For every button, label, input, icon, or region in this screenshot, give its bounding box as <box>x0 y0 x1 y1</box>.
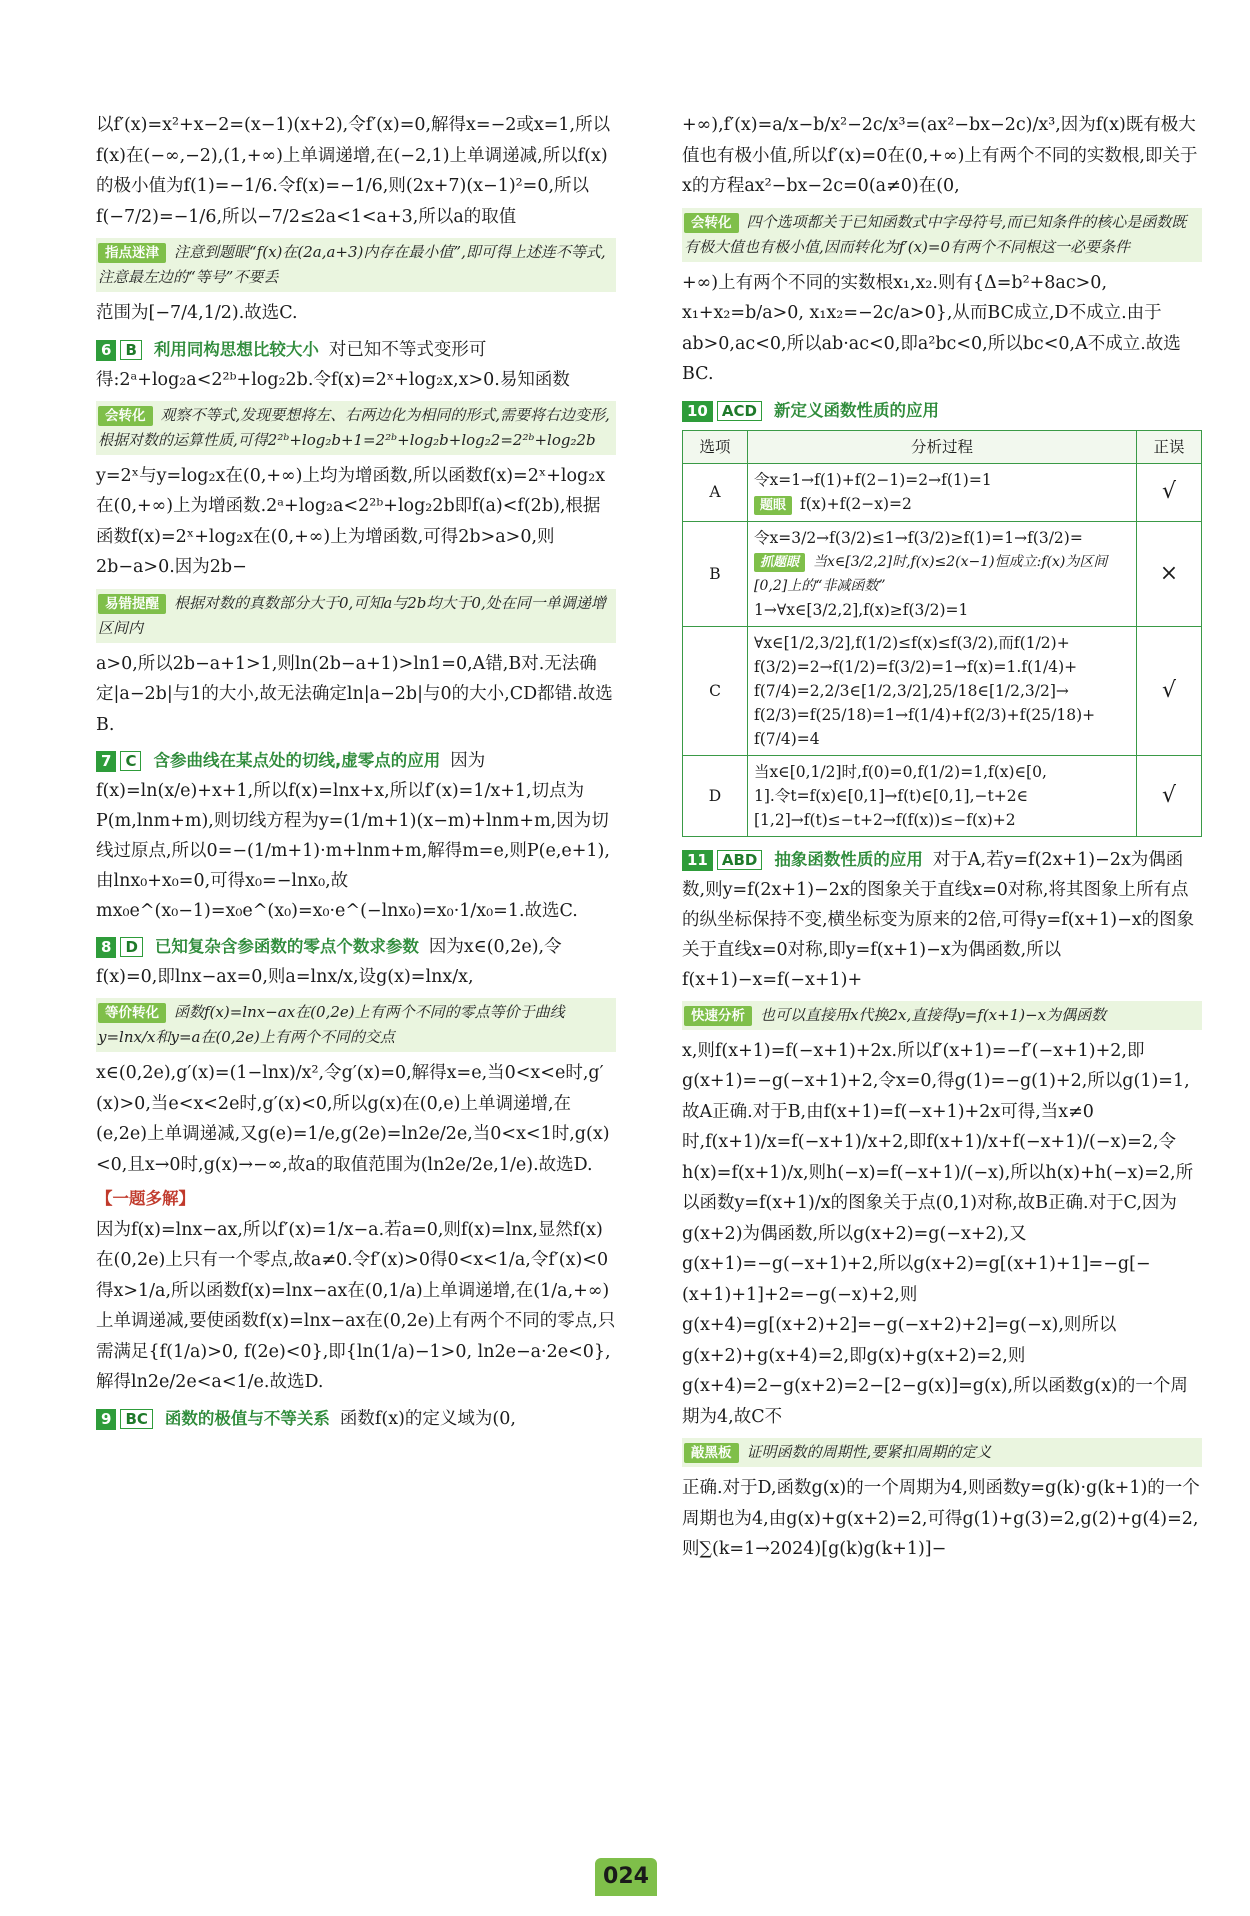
row-mark: √ <box>1137 463 1202 521</box>
question-number: 9 <box>96 1409 116 1430</box>
process-tag-line <box>754 492 1130 517</box>
table-row <box>683 755 1202 836</box>
answer-badge: BC <box>120 1409 152 1429</box>
note-tag: 会转化 <box>98 406 153 426</box>
page-number: 024 <box>595 1858 657 1896</box>
note-box <box>682 208 1202 262</box>
paragraph: 以f′(x)=x²+x−2=(x−1)(x+2),令f′(x)=0,解得x=−2或x=1,所以f(x)在(−∞,−2),(1,+∞)上单调递增,在(−2,1)上单调递减,所以f(x)的极小值为f(1)=−1/6.令f(x)=−1/6,则(2x+7)(x−1)²=0,所以f(−7/2)=−1/6,所以−7/2≤2a<1<a+3,所以a的取值 <box>96 115 611 227</box>
note-text: 也可以直接用x代换2x,直接得y=f(x+1)−x为偶函数 <box>760 1005 1107 1024</box>
paragraph: 范围为[−7/4,1/2).故选C. <box>96 303 298 323</box>
note-tag: 快速分析 <box>684 1006 752 1026</box>
process-line: 令x=3/2→f(3/2)≤1→f(3/2)≥f(1)=1→f(3/2)= <box>754 528 1083 547</box>
row-process <box>748 521 1137 626</box>
process-line: 当x∈[0,1/2]时,f(0)=0,f(1/2)=1,f(x)∈[0, <box>754 762 1047 781</box>
note-box <box>682 1438 1202 1467</box>
note-tag: 敲黑板 <box>684 1443 739 1463</box>
row-mark: √ <box>1137 626 1202 755</box>
multi-solution-title: 【一题多解】 <box>96 1189 195 1208</box>
process-line: 令x=1→f(1)+f(2−1)=2→f(1)=1 <box>754 470 992 489</box>
question-number: 6 <box>96 340 116 361</box>
question-10-heading <box>682 396 1202 426</box>
note-tag: 等价转化 <box>98 1003 166 1023</box>
section-title: 已知复杂含参函数的零点个数求参数 <box>154 937 419 956</box>
process-line: 1].令t=f(x)∈[0,1]→f(t)∈[0,1],−t+2∈ <box>754 786 1029 805</box>
left-column <box>96 110 616 1436</box>
paragraph: 对已知不等式变形可得:2ᵃ+log₂a<2²ᵇ+log₂2b.令f(x)=2ˣ+log₂x,x>0.易知函数 <box>96 339 570 390</box>
analysis-table <box>682 430 1202 837</box>
inner-tag: 抓题眼 <box>754 553 805 572</box>
note-text: 四个选项都关于已知函数式中字母符号,而已知条件的核心是函数既有极大值也有极小值,因而转化为f′(x)=0有两个不同根这一必要条件 <box>684 212 1187 256</box>
paragraph: +∞)上有两个不同的实数根x₁,x₂.则有{Δ=b²+8ac>0, x₁+x₂=b/a>0, x₁x₂=−2c/a>0},从而BC成立,D不成立.由于ab>0,ac<0,所以ab·ac<0,即a²bc<0,所以bc<0,A不成立.故选BC. <box>682 272 1181 384</box>
row-process <box>748 755 1137 836</box>
row-mark: √ <box>1137 755 1202 836</box>
process-line: f(3/2)=2→f(1/2)=f(3/2)=1→f(x)=1.f(1/4)+ <box>754 657 1078 676</box>
paragraph: 函数f(x)的定义域为(0, <box>339 1408 516 1429</box>
answer-badge: ACD <box>717 401 762 421</box>
row-mark: × <box>1137 521 1202 626</box>
question-11-heading <box>682 845 1202 995</box>
row-process <box>748 626 1137 755</box>
answer-badge: C <box>120 751 141 771</box>
answer-badge: B <box>120 340 141 360</box>
section-title: 含参曲线在某点处的切线,虚零点的应用 <box>153 751 441 770</box>
note-text: 根据对数的真数部分大于0,可知a与2b均大于0,处在同一单调递增区间内 <box>98 593 606 637</box>
paragraph: x∈(0,2e),g′(x)=(1−lnx)/x²,令g′(x)=0,解得x=e,当0<x<e时,g′(x)>0,当e<x<2e时,g′(x)<0,所以g(x)在(0,e)上单调递增,在(e,2e)上单调递减,又g(e)=1/e,g(2e)=ln2e/2e,当0<x<1时,g(x)<0,且x→0时,g(x)→−∞,故a的取值范围为(ln2e/2e,1/e).故选D. <box>96 1063 610 1175</box>
process-tag-line <box>754 550 1130 598</box>
note-box <box>96 238 616 292</box>
section-title: 抽象函数性质的应用 <box>774 849 923 869</box>
process-line: f(2/3)=f(25/18)=1→f(1/4)+f(2/3)+f(25/18)+ <box>754 705 1096 724</box>
multi-solution-heading <box>96 1184 616 1215</box>
question-number: 8 <box>96 937 116 958</box>
process-line: f(7/4)=2,2/3∈[1/2,3/2],25/18∈[1/2,3/2]→ <box>754 681 1069 700</box>
note-tag: 易错提醒 <box>98 594 166 614</box>
note-text: 函数f(x)=lnx−ax在(0,2e)上有两个不同的零点等价于曲线y=lnx/x和y=a在(0,2e)上有两个不同的交点 <box>98 1003 565 1046</box>
paragraph: y=2ˣ与y=log₂x在(0,+∞)上均为增函数,所以函数f(x)=2ˣ+log₂x在(0,+∞)上为增函数.2ᵃ+log₂a<2²ᵇ+log₂2b即f(a)<f(2b),根据函数f(x)=2ˣ+log₂x在(0,+∞)上为增函数,可得2b>a>0,则2b−a>0.因为2b− <box>96 465 606 577</box>
row-option: B <box>683 521 748 626</box>
inner-tag-text: 当x∈[3/2,2]时,f(x)≤2(x−1)恒成立:f(x)为区间[0,2]上的“非减函数” <box>754 553 1108 594</box>
question-number: 7 <box>96 751 116 772</box>
note-text: 证明函数的周期性,要紧扣周期的定义 <box>746 1443 992 1461</box>
question-number: 10 <box>682 401 713 422</box>
answer-badge: ABD <box>717 850 763 870</box>
section-title: 利用同构思想比较大小 <box>153 339 319 359</box>
right-column <box>682 110 1202 1567</box>
process-line: [1,2]→f(t)≤−t+2→f(f(x))≤−f(x)+2 <box>754 810 1016 829</box>
note-box <box>96 589 616 643</box>
note-tag: 会转化 <box>684 213 739 233</box>
table-row <box>683 521 1202 626</box>
header-process: 分析过程 <box>748 430 1137 463</box>
note-text: 注意到题眼“f(x)在(2a,a+3)内存在最小值”,即可得上述连不等式,注意最左边的“等号”不要丢 <box>98 243 606 286</box>
paragraph: +∞),f′(x)=a/x−b/x²−2c/x³=(ax²−bx−2c)/x³,因为f(x)既有极大值也有极小值,所以f′(x)=0在(0,+∞)上有两个不同的实数根,即关于x的方程ax²−bx−2c=0(a≠0)在(0, <box>682 115 1198 196</box>
table-row <box>683 626 1202 755</box>
paragraph: a>0,所以2b−a+1>1,则ln(2b−a+1)>ln1=0,A错,B对.无法确定|a−2b|与1的大小,故无法确定ln|a−2b|与0的大小,CD都错.故选B. <box>96 653 613 735</box>
paragraph: 对于A,若y=f(2x+1)−2x为偶函数,则y=f(2x+1)−2x的图象关于直线x=0对称,将其图象上所有点的纵坐标保持不变,横坐标变为原来的2倍,可得y=f(x+1)−x的图象关于直线x=0对称,即y=f(x+1)−x为偶函数,所以f(x+1)−x=f(−x+1)+ <box>682 849 1195 990</box>
header-option: 选项 <box>683 430 748 463</box>
row-process <box>748 463 1137 521</box>
note-tag: 指点迷津 <box>98 243 166 263</box>
note-box <box>682 1001 1202 1030</box>
question-8-heading <box>96 932 616 992</box>
question-number: 11 <box>682 850 713 871</box>
question-9-heading <box>96 1404 616 1434</box>
paragraph: 正确.对于D,函数g(x)的一个周期为4,则函数y=g(k)·g(k+1)的一个周期也为4,由g(x)+g(x+2)=2,可得g(1)+g(3)=2,g(2)+g(4)=2,则∑(k=1→2024)[g(k)g(k+1)]− <box>682 1478 1200 1559</box>
section-title: 新定义函数性质的应用 <box>773 400 939 420</box>
inner-tag: 题眼 <box>754 496 792 515</box>
process-line: 1→∀x∈[3/2,2],f(x)≥f(3/2)=1 <box>754 600 969 619</box>
paragraph: 因为x∈(0,2e),令f(x)=0,即lnx−ax=0,则a=lnx/x,设g(x)=lnx/x, <box>96 937 562 987</box>
section-title: 函数的极值与不等关系 <box>164 1408 330 1428</box>
process-line: ∀x∈[1/2,3/2],f(1/2)≤f(x)≤f(3/2),而f(1/2)+ <box>754 633 1070 652</box>
question-7-heading <box>96 746 616 926</box>
question-6-heading <box>96 335 616 395</box>
table-row <box>683 463 1202 521</box>
note-box <box>96 998 616 1052</box>
note-text: 观察不等式,发现要想将左、右两边化为相同的形式,需要将右边变形,根据对数的运算性质,可得2²ᵇ+log₂b+1=2²ᵇ+log₂b+log₂2=2²ᵇ+log₂2b <box>98 405 610 449</box>
header-correct: 正误 <box>1137 430 1202 463</box>
row-option: D <box>683 755 748 836</box>
row-option: C <box>683 626 748 755</box>
paragraph: 因为f(x)=lnx−ax,所以f′(x)=1/x−a.若a=0,则f(x)=lnx,显然f(x)在(0,2e)上只有一个零点,故a≠0.令f′(x)>0得0<x<1/a,令f′(x)<0得x>1/a,所以函数f(x)=lnx−ax在(0,1/a)上单调递增,在(1/a,+∞)上单调递减,要使函数f(x)=lnx−ax在(0,2e)上有两个不同的零点,只需满足{f(1/a)>0, f(2e)<0},即{ln(1/a)−1>0, ln2e−a·2e<0},解得ln2e/2e<a<1/e.故选D. <box>96 1219 616 1392</box>
inner-tag-text: f(x)+f(2−x)=2 <box>800 494 912 513</box>
table-header-row <box>683 430 1202 463</box>
process-line: f(7/4)=4 <box>754 729 820 748</box>
note-box <box>96 401 616 455</box>
row-option: A <box>683 463 748 521</box>
paragraph: x,则f(x+1)=f(−x+1)+2x.所以f′(x+1)=−f′(−x+1)+2,即g(x+1)=−g(−x+1)+2,令x=0,得g(1)=−g(1)+2,所以g(1)=1,故A正确.对于B,由f(x+1)=f(−x+1)+2x可得,当x≠0时,f(x+1)/x=f(−x+1)/x+2,即f(x+1)/x+f(−x+1)/(−x)=2,令h(x)=f(x+1)/x,则h(−x)=f(−x+1)/(−x),所以h(x)+h(−x)=2,所以函数y=f(x+1)/x的图象关于点(0,1)对称,故B正确.对于C,因为g(x+2)为偶函数,所以g(x+2)=g(−x+2),又g(x+1)=−g(−x+1)+2,所以g(x+2)=g[(x+1)+1]=−g[−(x+1)+1]+2=−g(−x)+2,则g(x+4)=g[(x+2)+2]=−g(−x+2)+2]=g(−x),则所以g(x+2)+g(x+4)=2,即g(x)+g(x+2)=2,则g(x+4)=2−g(x+2)=2−[2−g(x)]=g(x),所以函数g(x)的一个周期为4,故C不 <box>682 1040 1194 1427</box>
answer-badge: D <box>120 937 142 957</box>
paragraph: 因为f(x)=ln(x/e)+x+1,所以f(x)=lnx+x,所以f′(x)=1/x+1,切点为P(m,lnm+m),则切线方程为y=(1/m+1)(x−m)+lnm+m,因为切线过原点,所以0=−(1/m+1)·m+lnm+m,解得m=e,则P(e,e+1),由lnx₀+x₀=0,可得x₀=−lnx₀,故mx₀e^(x₀−1)=x₀e^(x₀)=x₀·e^(−lnx₀)=x₀·1/x₀=1.故选C. <box>96 751 610 921</box>
